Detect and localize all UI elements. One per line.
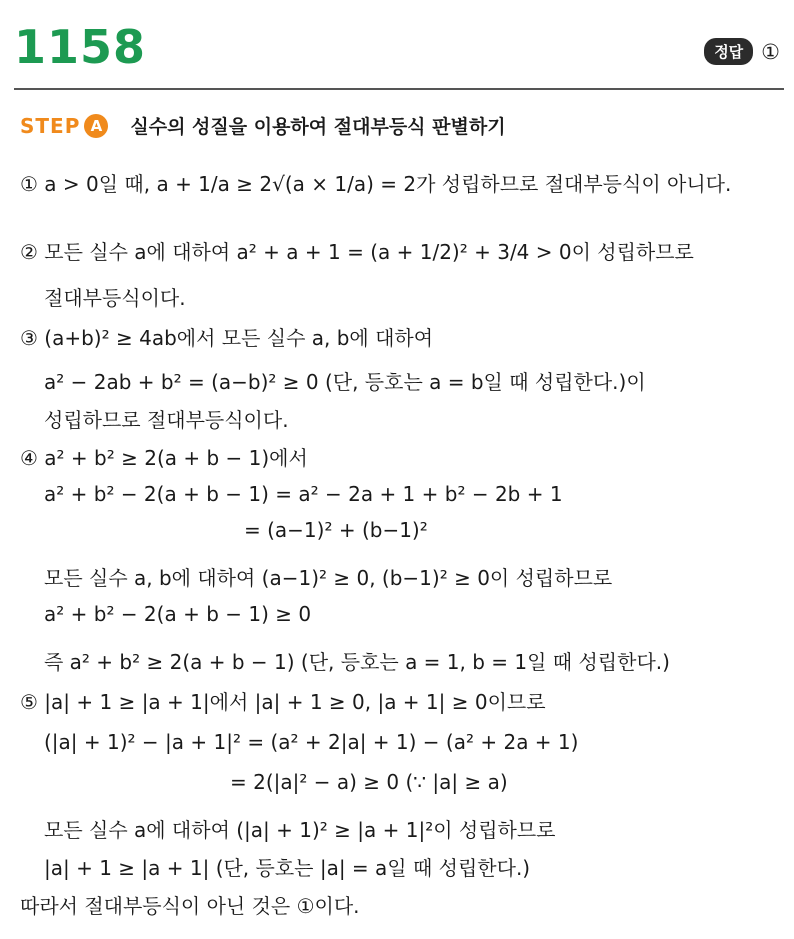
answer-value: ① — [761, 39, 780, 64]
solution-line-9: = (a−1)² + (b−1)² — [244, 518, 428, 542]
step-label: STEP — [20, 113, 81, 138]
solution-line-17: |a| + 1 ≥ |a + 1| (단, 등호는 |a| = a일 때 성립한다.) — [44, 856, 531, 880]
solution-line-6: 성립하므로 절대부등식이다. — [44, 408, 289, 432]
solution-line-15: = 2(|a|² − a) ≥ 0 (∵ |a| ≥ a) — [230, 770, 508, 794]
solution-line-8: a² + b² − 2(a + b − 1) = a² − 2a + 1 + b² − 2b + 1 — [44, 482, 563, 506]
answer-badge: 정답 — [704, 38, 753, 65]
solution-line-1: ① a > 0일 때, a + 1/a ≥ 2√(a × 1/a) = 2가 성립하므로 절대부등식이 아니다. — [20, 172, 732, 196]
solution-line-12: 즉 a² + b² ≥ 2(a + b − 1) (단, 등호는 a = 1, b = 1일 때 성립한다.) — [44, 650, 670, 674]
solution-line-14: (|a| + 1)² − |a + 1|² = (a² + 2|a| + 1) − (a² + 2a + 1) — [44, 730, 579, 754]
problem-number: 1158 — [14, 20, 147, 74]
solution-line-16: 모든 실수 a에 대하여 (|a| + 1)² ≥ |a + 1|²이 성립하므로 — [44, 818, 556, 842]
step-title: 실수의 성질을 이용하여 절대부등식 판별하기 — [130, 116, 506, 138]
solution-conclusion: 따라서 절대부등식이 아닌 것은 ①이다. — [20, 894, 360, 918]
step-letter-badge: A — [84, 114, 108, 138]
solution-line-5: a² − 2ab + b² = (a−b)² ≥ 0 (단, 등호는 a = b일 때 성립한다.)이 — [44, 370, 646, 394]
solution-line-13: ⑤ |a| + 1 ≥ |a + 1|에서 |a| + 1 ≥ 0, |a + 1| ≥ 0이므로 — [20, 690, 546, 714]
solution-line-3: 절대부등식이다. — [44, 286, 186, 310]
header-divider — [14, 88, 784, 90]
solution-line-10: 모든 실수 a, b에 대하여 (a−1)² ≥ 0, (b−1)² ≥ 0이 성립하므로 — [44, 566, 613, 590]
solution-line-2: ② 모든 실수 a에 대하여 a² + a + 1 = (a + 1/2)² + 3/4 > 0이 성립하므로 — [20, 240, 694, 264]
answer-area — [704, 38, 780, 65]
solution-line-11: a² + b² − 2(a + b − 1) ≥ 0 — [44, 602, 312, 626]
solution-line-4: ③ (a+b)² ≥ 4ab에서 모든 실수 a, b에 대하여 — [20, 326, 434, 350]
step-heading — [20, 112, 506, 139]
solution-line-7: ④ a² + b² ≥ 2(a + b − 1)에서 — [20, 446, 308, 470]
